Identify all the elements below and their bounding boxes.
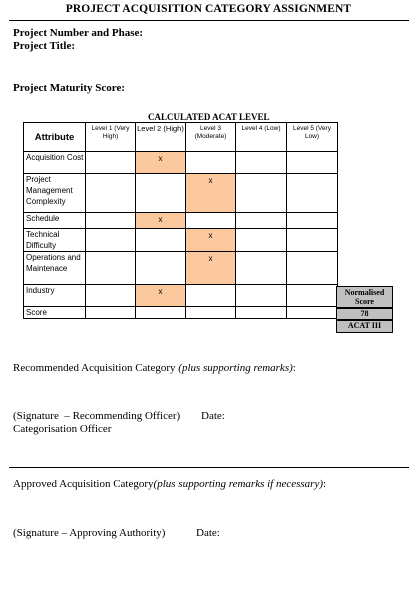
level-1-cell (86, 174, 136, 213)
approving-date-label: Date: (196, 527, 220, 539)
level-4-cell (236, 174, 287, 213)
level-2-cell: x (136, 285, 186, 307)
recommended-category-label (13, 362, 296, 374)
level-3-cell (186, 152, 236, 174)
project-title-label: Project Title: (13, 40, 76, 52)
page-title: PROJECT ACQUISITION CATEGORY ASSIGNMENT (65, 3, 352, 15)
level-4-cell (236, 213, 287, 229)
recommended-label-text: Recommended Acquisition Category (13, 362, 176, 374)
recommending-signature: (Signature – Recommending Officer) (13, 410, 181, 422)
acat-category: ACAT III (336, 320, 393, 333)
level-1-cell (86, 307, 136, 319)
attribute-cell: Score (24, 307, 86, 319)
acat-table (23, 122, 338, 319)
level-1-cell (86, 229, 136, 252)
project-number-label: Project Number and Phase: (13, 27, 144, 39)
level-5-cell (287, 152, 338, 174)
level-2-cell (136, 307, 186, 319)
approved-category-label (13, 478, 326, 490)
level-5-cell (287, 252, 338, 285)
normalised-score-value: 78 (336, 308, 393, 320)
header-level-5: Level 5 (Very Low) (287, 123, 338, 152)
level-5-cell (287, 307, 338, 319)
level-4-cell (236, 252, 287, 285)
level-5-cell (287, 229, 338, 252)
level-5-cell (287, 213, 338, 229)
attribute-cell: Operations and Maintenace (24, 252, 86, 285)
level-4-cell (236, 152, 287, 174)
recommended-label-end: : (292, 362, 296, 374)
level-2-cell (136, 252, 186, 285)
level-1-cell (86, 285, 136, 307)
table-row (24, 213, 338, 229)
header-level-4: Level 4 (Low) (236, 123, 287, 152)
level-1-cell (86, 152, 136, 174)
level-3-cell (186, 285, 236, 307)
table-row (24, 285, 338, 307)
level-3-cell (186, 213, 236, 229)
level-1-cell (86, 252, 136, 285)
approving-signature: (Signature – Approving Authority) (13, 527, 166, 539)
level-4-cell (236, 307, 287, 319)
level-2-cell (136, 229, 186, 252)
attribute-cell: Schedule (24, 213, 86, 229)
categorisation-officer-label: Categorisation Officer (13, 423, 112, 435)
project-maturity-label: Project Maturity Score: (13, 82, 125, 94)
level-5-cell (287, 285, 338, 307)
level-3-cell: x (186, 174, 236, 213)
level-2-cell: x (136, 213, 186, 229)
recommending-date-label: Date: (201, 410, 225, 422)
header-level-2: Level 2 (High) (136, 123, 186, 152)
normalised-score-label: Normalised Score (336, 286, 393, 308)
title-divider (9, 20, 409, 21)
level-2-cell: x (136, 152, 186, 174)
header-level-1: Level 1 (Very High) (86, 123, 136, 152)
level-5-cell (287, 174, 338, 213)
section-divider (9, 467, 409, 468)
attribute-cell: Industry (24, 285, 86, 307)
attribute-cell: Technical Difficulty (24, 229, 86, 252)
table-row (24, 307, 338, 319)
attribute-cell: Acquisition Cost (24, 152, 86, 174)
header-attribute: Attribute (24, 123, 86, 152)
recommended-label-note: (plus supporting remarks) (178, 362, 293, 374)
table-row (24, 152, 338, 174)
table-row (24, 252, 338, 285)
table-row (24, 174, 338, 213)
level-3-cell (186, 307, 236, 319)
approved-label-text: Approved Acquisition Category (13, 478, 154, 490)
table-caption: CALCULATED ACAT LEVEL (148, 112, 270, 122)
attribute-cell: Project Management Complexity (24, 174, 86, 213)
approved-label-note: (plus supporting remarks if necessary) (153, 478, 324, 490)
level-4-cell (236, 285, 287, 307)
level-1-cell (86, 213, 136, 229)
level-2-cell (136, 174, 186, 213)
level-4-cell (236, 229, 287, 252)
table-header-row (24, 123, 338, 152)
header-level-3: Level 3 (Moderate) (186, 123, 236, 152)
table-row (24, 229, 338, 252)
level-3-cell: x (186, 229, 236, 252)
approved-label-end: : (323, 478, 327, 490)
level-3-cell: x (186, 252, 236, 285)
